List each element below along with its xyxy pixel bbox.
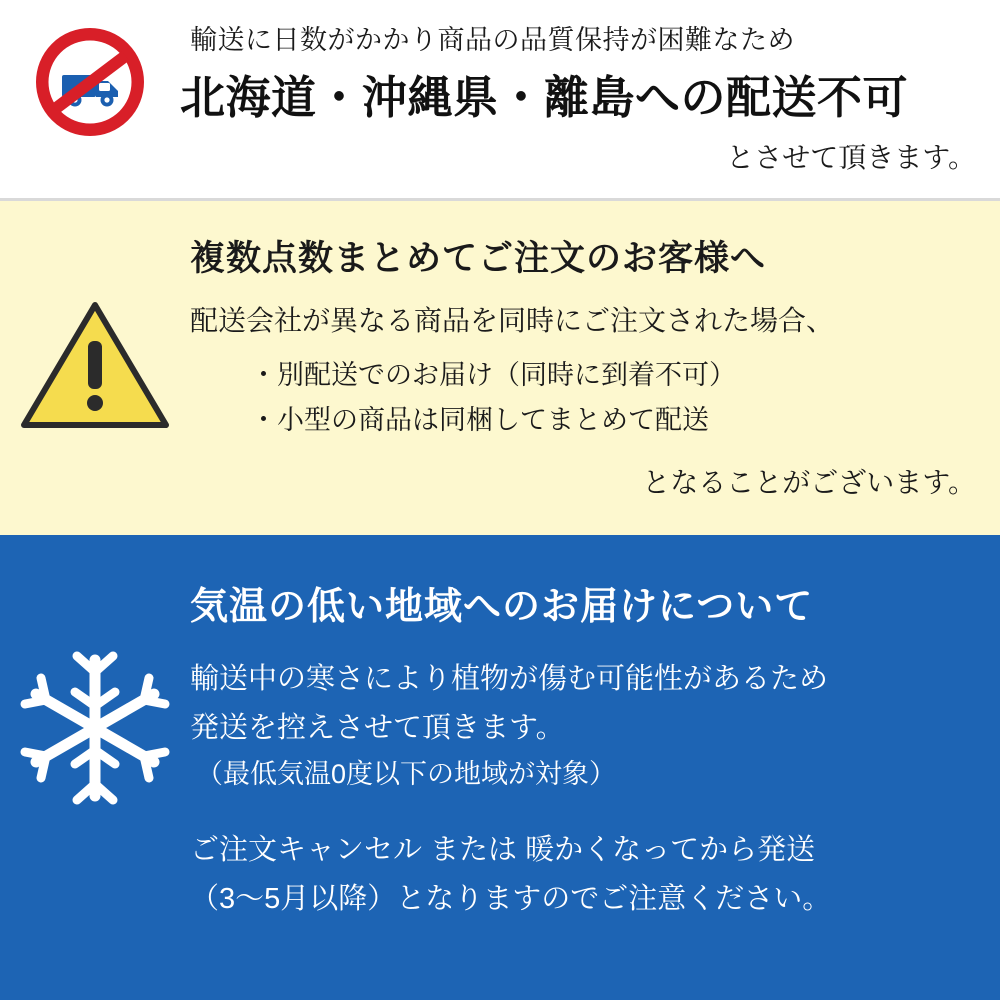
no-delivery-text-column bbox=[180, 10, 1000, 176]
cold-areas-line-2: 発送を控えさせて頂きます。 bbox=[190, 712, 565, 744]
section-cold-areas bbox=[0, 535, 1000, 1000]
no-delivery-reason: 輸送に日数がかかり商品の品質保持が困難なため bbox=[190, 25, 795, 55]
no-delivery-headline: 北海道・沖縄県・離島への配送不可 bbox=[180, 72, 909, 123]
multiple-orders-icon-column bbox=[0, 215, 190, 535]
section-no-delivery bbox=[0, 0, 1000, 198]
cold-areas-text-column bbox=[190, 545, 1000, 1000]
no-delivery-footnote: とさせて頂きます。 bbox=[726, 142, 976, 173]
cold-areas-line-3: （最低気温0度以下の地域が対象） bbox=[196, 759, 617, 789]
multiple-orders-bullet-2: ・小型の商品は同梱してまとめて配送 bbox=[250, 405, 709, 435]
multiple-orders-subheading: 配送会社が異なる商品を同時にご注文された場合、 bbox=[190, 305, 835, 336]
no-delivery-icon-column bbox=[0, 10, 180, 136]
multiple-orders-text-column bbox=[190, 215, 1000, 535]
multiple-orders-tail: となることがございます。 bbox=[642, 467, 976, 498]
cold-areas-icon-column bbox=[0, 545, 190, 1000]
cold-areas-heading: 気温の低い地域へのお届けについて bbox=[190, 586, 814, 628]
snowflake-icon bbox=[15, 648, 175, 808]
multiple-orders-bullet-1: ・別配送でのお届け（同時に到着不可） bbox=[250, 360, 736, 390]
cold-areas-line-5: （3〜5月以降）となりますのでご注意ください。 bbox=[190, 883, 832, 915]
multiple-orders-heading: 複数点数まとめてご注文のお客様へ bbox=[190, 239, 767, 278]
no-truck-icon bbox=[36, 28, 144, 136]
section-multiple-orders bbox=[0, 201, 1000, 535]
cold-areas-line-1: 輸送中の寒さにより植物が傷む可能性があるため bbox=[190, 663, 829, 695]
warning-triangle-icon bbox=[20, 299, 170, 431]
cold-areas-line-4: ご注文キャンセル または 暖かくなってから発送 bbox=[190, 834, 816, 866]
